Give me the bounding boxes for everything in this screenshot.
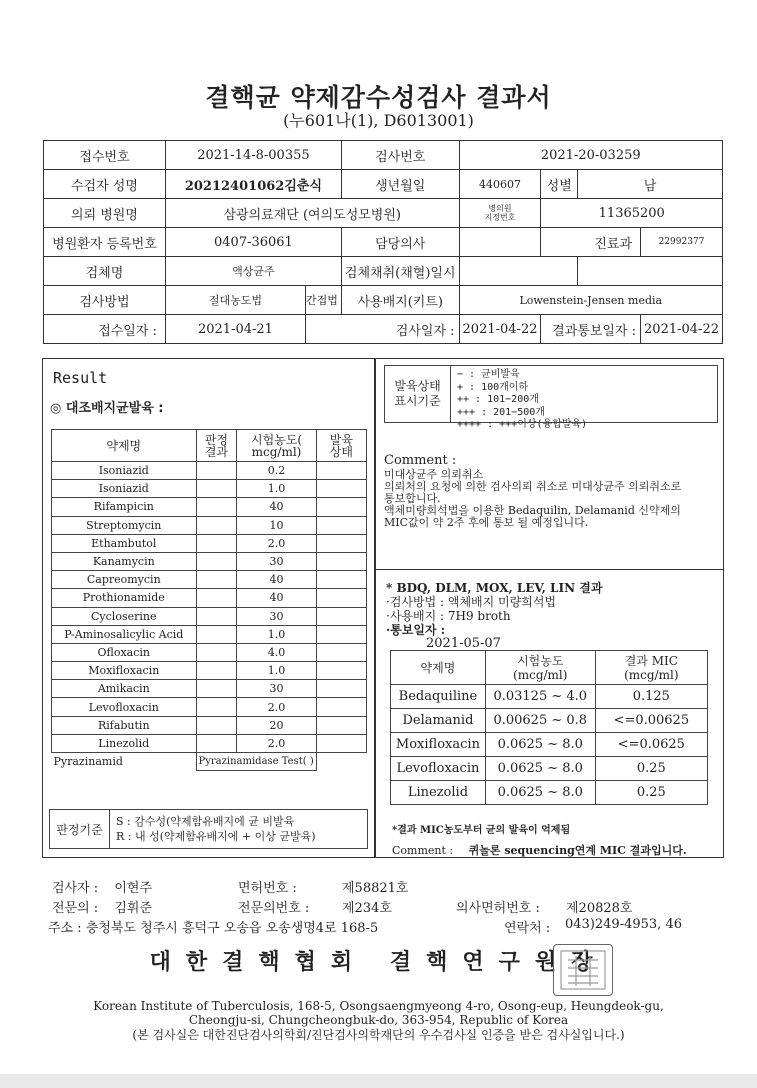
- hospital-name: 삼광의료재단 (여의도성모병원): [165, 199, 459, 228]
- doctor-license-label: 의사면허번호 :: [456, 901, 540, 916]
- comment-line: 액체미량희석법을 이용한 Bedaquilin, Delamanid 신약제의: [384, 504, 681, 517]
- drug-growth: [316, 534, 366, 552]
- drug-table: [51, 429, 367, 771]
- dept-label: 진료과: [541, 228, 641, 257]
- drug-conc: 1.0: [237, 625, 316, 643]
- drug-name: Linezolid: [52, 734, 197, 752]
- comment-line: 미대상균주 의뢰취소: [384, 468, 484, 481]
- license-no: 제58821호: [342, 881, 409, 896]
- drug-row: [52, 589, 367, 607]
- drug-growth: [316, 516, 366, 534]
- comment-title: Comment :: [384, 453, 457, 468]
- drug-judge: [196, 716, 237, 734]
- specimen-label: 검체명: [44, 257, 166, 286]
- doctor-label: 담당의사: [341, 228, 459, 257]
- result-title: Result: [53, 369, 108, 387]
- growth-level: +++ : 201−500개: [457, 406, 545, 418]
- comment-line: MIC값이 약 2주 후에 통보 될 예정입니다.: [384, 516, 589, 529]
- mic-drug: Bedaquiline: [391, 685, 486, 709]
- drug-judge: [196, 625, 237, 643]
- mic-row: [391, 685, 708, 709]
- test-no: 2021-20-03259: [459, 141, 722, 170]
- judge-label: 판정기준: [50, 810, 110, 848]
- drug-name: Cycloserine: [52, 607, 197, 625]
- col-judge: 판정 결과: [196, 430, 237, 462]
- signer-row-2: [52, 897, 692, 916]
- drug-row: [52, 662, 367, 680]
- drug-name: Capreomycin: [52, 571, 197, 589]
- doctor-value: [459, 228, 541, 257]
- drug-growth: [316, 734, 366, 752]
- drug-row: [52, 734, 367, 752]
- drug-judge: [196, 480, 237, 498]
- mic-col-mic: 결과 MIC (mcg/ml): [595, 651, 707, 685]
- drug-conc: 1.0: [237, 480, 316, 498]
- tester-label: 검사자 :: [52, 881, 99, 896]
- birth-label: 생년월일: [341, 170, 459, 199]
- mic-drug: Linezolid: [391, 781, 486, 805]
- drug-judge: [196, 498, 237, 516]
- birth-date: 440607: [459, 170, 541, 199]
- drug-row: [52, 698, 367, 716]
- drug-judge: [196, 662, 237, 680]
- collect-label: 검체채취(채혈)일시: [341, 257, 459, 286]
- mic-drug: Levofloxacin: [391, 757, 486, 781]
- hospital-code-label: 병의원 지정번호: [459, 199, 541, 228]
- drug-conc: 2.0: [237, 534, 316, 552]
- sex-value: 남: [577, 170, 722, 199]
- comment-lines: [384, 469, 718, 529]
- drug-name: Moxifloxacin: [52, 662, 197, 680]
- pza-name: Pyrazinamid: [53, 755, 123, 769]
- control-growth-label: ◎ 대조배지균발육 :: [50, 401, 164, 416]
- bdq-block: [386, 581, 602, 651]
- drug-name: Levofloxacin: [52, 698, 197, 716]
- contact-label: 연락처 :: [504, 921, 551, 936]
- hospital-code: 11365200: [541, 199, 723, 228]
- mic-note: *결과 MIC농도부터 균의 발육이 억제됨: [392, 825, 571, 836]
- drug-name: Streptomycin: [52, 516, 197, 534]
- mic-row: [391, 709, 708, 733]
- drug-judge: [196, 516, 237, 534]
- report-date-label: 결과통보일자 :: [541, 315, 641, 344]
- address-en-1: Korean Institute of Tuberculosis, 168-5, Osongsaengmyeong 4-ro, Osong-eup, Heungdeok-gu,: [93, 999, 664, 1013]
- drug-row: [52, 625, 367, 643]
- reception-no: 2021-14-8-00355: [165, 141, 341, 170]
- address-label: 주소 :: [48, 921, 82, 936]
- spec-license-no: 제234호: [342, 901, 392, 916]
- drug-judge: [196, 680, 237, 698]
- method-value-2: 간접법: [306, 286, 342, 315]
- bdq-report-label: ·통보일자 :: [386, 623, 446, 637]
- drug-judge: [196, 534, 237, 552]
- judge-criteria: [49, 809, 368, 849]
- bdq-medium: ·사용배지 : 7H9 broth: [386, 609, 511, 623]
- drug-growth: [316, 589, 366, 607]
- drug-name: Rifabutin: [52, 716, 197, 734]
- drug-row: [52, 480, 367, 498]
- drug-judge: [196, 571, 237, 589]
- document-code: (누601나(1), D6013001): [283, 111, 474, 130]
- drug-name: Rifampicin: [52, 498, 197, 516]
- drug-row: [52, 498, 367, 516]
- drug-conc: 2.0: [237, 734, 316, 752]
- col-conc: 시험농도( mcg/ml): [237, 430, 316, 462]
- bdq-report-date: 2021-05-07: [426, 636, 501, 651]
- official-seal: [553, 944, 613, 996]
- mic-result: <=0.0625: [595, 733, 707, 757]
- drug-row: [52, 680, 367, 698]
- mic-col-conc: 시험농도 (mcg/ml): [485, 651, 595, 685]
- drug-growth: [316, 480, 366, 498]
- mic-result: 0.125: [595, 685, 707, 709]
- comment-block: [384, 455, 718, 529]
- drug-name: Prothionamide: [52, 589, 197, 607]
- mic-result: 0.25: [595, 781, 707, 805]
- drug-conc: 20: [237, 716, 316, 734]
- mic-comment-label: Comment :: [392, 844, 454, 857]
- drug-row: [52, 552, 367, 570]
- drug-growth: [316, 643, 366, 661]
- reg-no: 0407-36061: [165, 228, 341, 257]
- drug-name: Ethambutol: [52, 534, 197, 552]
- drug-growth: [316, 698, 366, 716]
- drug-judge: [196, 643, 237, 661]
- drug-judge: [196, 589, 237, 607]
- drug-judge: [196, 552, 237, 570]
- reg-no-label: 병원환자 등록번호: [44, 228, 166, 257]
- growth-legend: [384, 365, 718, 430]
- drug-conc: 0.2: [237, 462, 316, 480]
- drug-conc: 1.0: [237, 662, 316, 680]
- pza-test: Pyrazinamidase Test( ): [196, 753, 316, 771]
- contact-value: 043)249-4953, 46: [565, 917, 682, 932]
- method-label: 검사방법: [44, 286, 166, 315]
- divider: [376, 569, 723, 570]
- mic-conc: 0.0625 ~ 8.0: [485, 733, 595, 757]
- bdq-method: ·검사방법 : 액체배지 미량희석법: [386, 595, 556, 609]
- mic-drug: Delamanid: [391, 709, 486, 733]
- organization-name: 대한결핵협회 결핵연구원장: [149, 949, 608, 975]
- mic-row: [391, 733, 708, 757]
- comment-line: 통보합니다.: [384, 492, 441, 505]
- result-panel: [42, 358, 375, 858]
- drug-judge: [196, 698, 237, 716]
- drug-growth: [316, 571, 366, 589]
- col-drug: 약제명: [52, 430, 197, 462]
- drug-judge: [196, 734, 237, 752]
- drug-growth: [316, 662, 366, 680]
- recv-date: 2021-04-21: [165, 315, 305, 344]
- drug-conc: 30: [237, 607, 316, 625]
- signer-row-1: [52, 877, 409, 896]
- drug-name: Isoniazid: [52, 462, 197, 480]
- recv-date-label: 접수일자 :: [44, 315, 166, 344]
- medium-value: Lowenstein-Jensen media: [459, 286, 722, 315]
- drug-conc: 30: [237, 680, 316, 698]
- drug-name: Ofloxacin: [52, 643, 197, 661]
- medium-label: 사용배지(키트): [341, 286, 459, 315]
- drug-growth: [316, 498, 366, 516]
- drug-name: P-Aminosalicylic Acid: [52, 625, 197, 643]
- growth-level: − : 균비발육: [457, 369, 520, 380]
- test-date: 2021-04-22: [459, 315, 541, 344]
- drug-judge: [196, 607, 237, 625]
- test-date-label: 검사일자 :: [306, 315, 460, 344]
- drug-row: [52, 534, 367, 552]
- collect-extra: [577, 257, 722, 286]
- mic-comment-text: 퀴놀론 sequencing연계 MIC 결과입니다.: [468, 844, 687, 857]
- judge-text: [116, 814, 316, 844]
- mic-conc: 0.00625 ~ 0.8: [485, 709, 595, 733]
- drug-name: Isoniazid: [52, 480, 197, 498]
- drug-name: Amikacin: [52, 680, 197, 698]
- drug-conc: 40: [237, 571, 316, 589]
- sex-label: 성별: [541, 170, 578, 199]
- mic-result: 0.25: [595, 757, 707, 781]
- specialist-name: 김휘준: [114, 901, 153, 916]
- signer-row-3: [48, 917, 688, 936]
- hospital-label: 의뢰 병원명: [44, 199, 166, 228]
- drug-name: Kanamycin: [52, 552, 197, 570]
- method-value: 절대농도법: [165, 286, 305, 315]
- drug-conc: 40: [237, 498, 316, 516]
- mic-conc: 0.0625 ~ 8.0: [485, 781, 595, 805]
- drug-row: [52, 571, 367, 589]
- drug-row: [52, 716, 367, 734]
- drug-conc: 30: [237, 552, 316, 570]
- growth-level: ++++ : +++이상(융합발육): [457, 419, 588, 430]
- drug-row: [52, 462, 367, 480]
- spec-license-label: 전문의번호 :: [238, 901, 310, 916]
- drug-judge: [196, 462, 237, 480]
- mic-table: [390, 650, 708, 805]
- growth-levels: [457, 369, 587, 432]
- mic-comment: [392, 842, 687, 858]
- drug-conc: 2.0: [237, 698, 316, 716]
- address-value: 충청북도 청주시 흥덕구 오송읍 오송생명4로 168-5: [85, 921, 379, 936]
- drug-row: [52, 516, 367, 534]
- drug-conc: 4.0: [237, 643, 316, 661]
- bdq-title: * BDQ, DLM, MOX, LEV, LIN 결과: [386, 581, 603, 595]
- pza-blank: [316, 753, 366, 771]
- collect-value: [459, 257, 577, 286]
- right-panel: [375, 358, 724, 858]
- drug-conc: 10: [237, 516, 316, 534]
- info-table: [43, 140, 723, 344]
- drug-growth: [316, 607, 366, 625]
- drug-row: [52, 607, 367, 625]
- mic-conc: 0.03125 ~ 4.0: [485, 685, 595, 709]
- license-label: 면허번호 :: [238, 881, 297, 896]
- report-date: 2021-04-22: [641, 315, 723, 344]
- certification-note: (본 검사실은 대한진단검사의학회/진단검사의학재단의 우수검사실 인증을 받은 검사실입니다.): [132, 1028, 625, 1042]
- mic-drug: Moxifloxacin: [391, 733, 486, 757]
- drug-row: [52, 643, 367, 661]
- drug-growth: [316, 680, 366, 698]
- address-en-2: Cheongju-si, Chungcheongbuk-do, 363-954, Republic of Korea: [188, 1013, 569, 1027]
- tester-name: 이현주: [114, 881, 153, 896]
- drug-growth: [316, 462, 366, 480]
- drug-growth: [316, 552, 366, 570]
- bottom-strip: [0, 1074, 757, 1088]
- patient-label: 수검자 성명: [44, 170, 166, 199]
- specimen-value: 액상균주: [165, 257, 341, 286]
- growth-level: ++ : 101−200개: [457, 394, 539, 405]
- document-title: 결핵균 약제감수성검사 결과서: [205, 83, 552, 112]
- drug-conc: 40: [237, 589, 316, 607]
- col-growth: 발육 상태: [316, 430, 366, 462]
- judge-r: R : 내 성(약제함유배지에 + 이상 균발육): [116, 830, 316, 843]
- growth-level: + : 100개이하: [457, 381, 529, 393]
- drug-growth: [316, 716, 366, 734]
- mic-col-drug: 약제명: [391, 651, 486, 685]
- test-no-label: 검사번호: [341, 141, 459, 170]
- patient-name: 20212401062김춘식: [165, 170, 341, 199]
- reception-no-label: 접수번호: [44, 141, 166, 170]
- drug-growth: [316, 625, 366, 643]
- dept-value: 22992377: [641, 228, 723, 257]
- comment-line: 의뢰처의 요청에 의한 검사의뢰 취소로 미대상균주 의뢰취소로: [384, 480, 682, 493]
- mic-row: [391, 757, 708, 781]
- specialist-label: 전문의 :: [52, 901, 99, 916]
- mic-conc: 0.0625 ~ 8.0: [485, 757, 595, 781]
- doctor-license-no: 제20828호: [566, 901, 633, 916]
- growth-label: 발육상태 표시기준: [385, 366, 451, 422]
- mic-row: [391, 781, 708, 805]
- mic-result: <=0.00625: [595, 709, 707, 733]
- judge-s: S : 감수성(약제함유배지에 균 비발육: [116, 815, 295, 828]
